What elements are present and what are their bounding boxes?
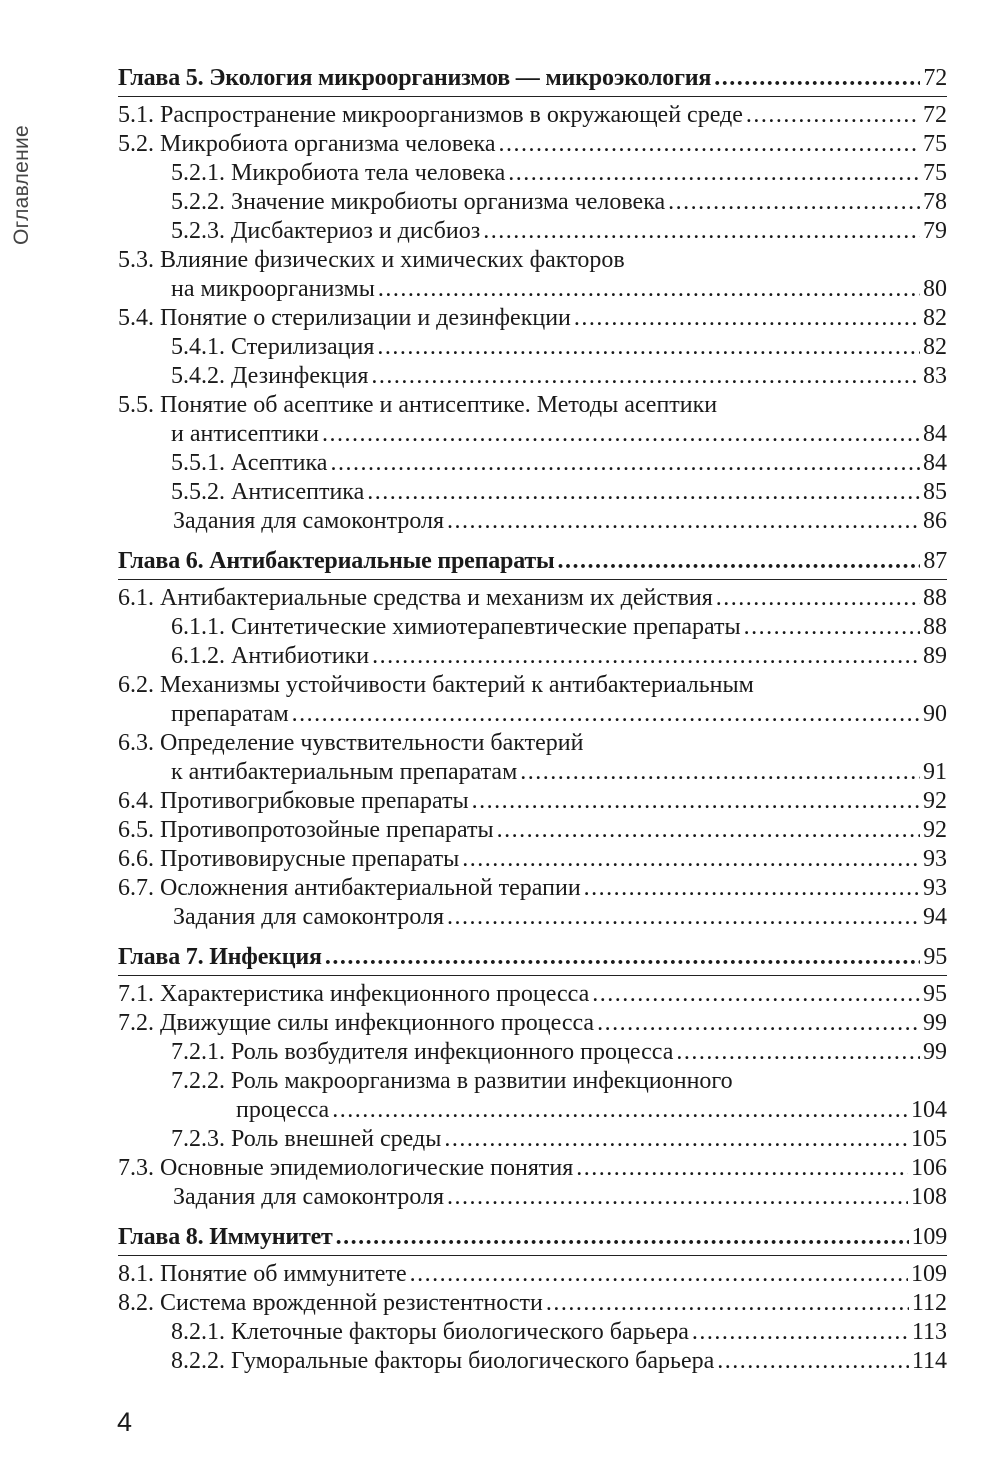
page-number: 4 [117, 1407, 133, 1437]
toc-section-8-1[interactable]: 8.1. Понятие об иммунитете ..... 109 [118, 1260, 947, 1289]
toc-section-7-2[interactable]: 7.2. Движущие силы инфекционного процесса ..... 99 [118, 1009, 947, 1038]
toc-section-6-5[interactable]: 6.5. Противопротозойные препараты ..... 92 [118, 816, 947, 845]
chapter-divider [118, 96, 947, 97]
toc-section-6-4[interactable]: 6.4. Противогрибковые препараты ..... 92 [118, 787, 947, 816]
toc-section-7-2-1[interactable]: 7.2.1. Роль возбудителя инфекционного процесса ..... 99 [118, 1038, 947, 1067]
toc-section-5-3[interactable]: на микроорганизмы ..... 80 [118, 275, 947, 304]
toc-section-5-2-3[interactable]: 5.2.3. Дисбактериоз и дисбиоз ..... 79 [118, 217, 947, 246]
toc-section-5-4[interactable]: 5.4. Понятие о стерилизации и дезинфекции ..... 82 [118, 304, 947, 333]
toc-section-5-2-1[interactable]: 5.2.1. Микробиота тела человека ..... 75 [118, 159, 947, 188]
toc-section-5-5-2[interactable]: 5.5.2. Антисептика ..... 85 [118, 478, 947, 507]
toc-section-5-5-1[interactable]: 5.5.1. Асептика ..... 84 [118, 449, 947, 478]
toc-section-8-2-2[interactable]: 8.2.2. Гуморальные факторы биологического барьера ..... 114 [118, 1347, 947, 1376]
toc-section-5-2[interactable]: 5.2. Микробиота организма человека ..... 75 [118, 130, 947, 159]
toc-section-6-3-line1[interactable]: 6.3. Определение чувствительности бактерий [118, 730, 584, 756]
toc-section-6-1-1[interactable]: 6.1.1. Синтетические химиотерапевтические препараты ..... 88 [118, 613, 947, 642]
toc-section-7-2-2-line1[interactable]: 7.2.2. Роль макроорганизма в развитии инфекционного [171, 1068, 733, 1094]
toc-section-8-2-1[interactable]: 8.2.1. Клеточные факторы биологического барьера ..... 113 [118, 1318, 947, 1347]
toc-section-6-1[interactable]: 6.1. Антибактериальные средства и механизм их действия ..... 88 [118, 584, 947, 613]
toc-section-7-1[interactable]: 7.1. Характеристика инфекционного процесса ..... 95 [118, 980, 947, 1009]
chapter-divider [118, 975, 947, 976]
toc-section-5-1[interactable]: 5.1. Распространение микроорганизмов в окружающей среде ..... 72 [118, 101, 947, 130]
toc-chapter-8[interactable]: Глава 8. Иммунитет ..... 109 [118, 1223, 947, 1252]
toc-section-6-7[interactable]: 6.7. Осложнения антибактериальной терапии ..... 93 [118, 874, 947, 903]
toc-section-6-2-line1[interactable]: 6.2. Механизмы устойчивости бактерий к антибактериальным [118, 672, 754, 698]
chapter-divider [118, 1255, 947, 1256]
table-of-contents [118, 64, 947, 1376]
toc-section-5-4-1[interactable]: 5.4.1. Стерилизация ..... 82 [118, 333, 947, 362]
toc-section-8-2[interactable]: 8.2. Система врожденной резистентности ..... 112 [118, 1289, 947, 1318]
toc-tasks-ch6[interactable]: Задания для самоконтроля ..... 94 [118, 903, 947, 932]
toc-section-5-3-line1[interactable]: 5.3. Влияние физических и химических факторов [118, 247, 625, 273]
toc-tasks-ch5[interactable]: Задания для самоконтроля ..... 86 [118, 507, 947, 536]
toc-chapter-5[interactable]: Глава 5. Экология микроорганизмов — микроэкология ..... 72 [118, 64, 947, 93]
toc-section-6-3[interactable]: к антибактериальным препаратам ..... 91 [118, 758, 947, 787]
toc-chapter-7[interactable]: Глава 7. Инфекция ..... 95 [118, 943, 947, 972]
toc-tasks-ch7[interactable]: Задания для самоконтроля ..... 108 [118, 1183, 947, 1212]
chapter-divider [118, 579, 947, 580]
toc-section-6-6[interactable]: 6.6. Противовирусные препараты ..... 93 [118, 845, 947, 874]
toc-chapter-6[interactable]: Глава 6. Антибактериальные препараты ..... 87 [118, 547, 947, 576]
toc-section-6-2[interactable]: препаратам ..... 90 [118, 700, 947, 729]
toc-section-5-5-line1[interactable]: 5.5. Понятие об асептике и антисептике. Методы асептики [118, 392, 718, 418]
toc-section-6-1-2[interactable]: 6.1.2. Антибиотики ..... 89 [118, 642, 947, 671]
toc-section-7-3[interactable]: 7.3. Основные эпидемиологические понятия ..... 106 [118, 1154, 947, 1183]
toc-section-5-4-2[interactable]: 5.4.2. Дезинфекция ..... 83 [118, 362, 947, 391]
toc-section-5-5[interactable]: и антисептики ..... 84 [118, 420, 947, 449]
toc-section-5-2-2[interactable]: 5.2.2. Значение микробиоты организма человека ..... 78 [118, 188, 947, 217]
toc-section-7-2-2[interactable]: процесса ..... 104 [118, 1096, 947, 1125]
toc-section-7-2-3[interactable]: 7.2.3. Роль внешней среды ..... 105 [118, 1125, 947, 1154]
